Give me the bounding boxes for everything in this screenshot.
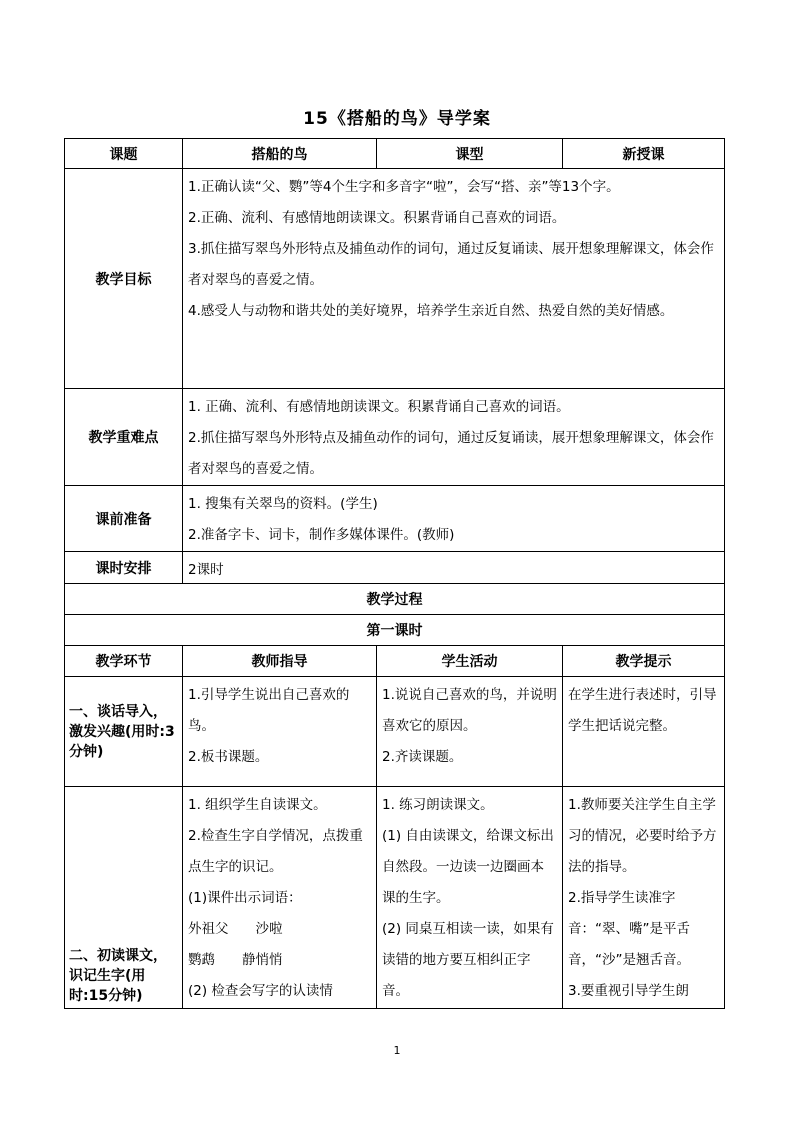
- teacher-item: 2.检查生字自学情况，点拨重点生字的识记。: [188, 828, 363, 875]
- teacher-item: 2.板书课题。: [188, 749, 269, 765]
- lesson-title: 第一课时: [65, 615, 725, 646]
- preparation-row: [65, 486, 725, 552]
- objectives-label: 教学目标: [65, 169, 183, 389]
- objectives-row: [65, 169, 725, 389]
- teacher-item: 1. 组织学生自读课文。: [188, 797, 327, 813]
- topic-label: 课题: [65, 139, 183, 169]
- process-title-row: [65, 584, 725, 615]
- type-value: 新授课: [563, 139, 725, 169]
- student-item: 1. 练习朗读课文。: [382, 797, 494, 813]
- schedule-value: 2课时: [183, 552, 725, 584]
- tip-item: 在学生进行表述时，引导学生把话说完整。: [568, 687, 717, 734]
- teacher-item: 鹦鹉 静悄悄: [188, 952, 283, 968]
- objective-item: 2.正确、流利、有感情地朗读课文。积累背诵自己喜欢的词语。: [188, 210, 566, 226]
- column-student: 学生活动: [377, 646, 563, 677]
- tip-item: 1.教师要关注学生自主学习的情况，必要时给予方法的指导。: [568, 797, 717, 875]
- column-teacher: 教师指导: [183, 646, 377, 677]
- header-row: [65, 139, 725, 169]
- tip-item: 3.要重视引导学生朗: [568, 983, 689, 999]
- key-point-item: 2.抓住描写翠鸟外形特点及捕鱼动作的词句，通过反复诵读，展开想象理解课文，体会作者对翠鸟的喜爱之情。: [188, 430, 714, 477]
- schedule-label: 课时安排: [65, 552, 183, 584]
- key-points-label: 教学重难点: [65, 389, 183, 486]
- objectives-content: [183, 169, 725, 389]
- key-point-item: 1. 正确、流利、有感情地朗读课文。积累背诵自己喜欢的词语。: [188, 399, 570, 415]
- preparation-content: [183, 486, 725, 552]
- teacher-item: (1)课件出示词语：: [188, 890, 302, 906]
- student-activity: [377, 787, 563, 1009]
- teacher-guidance: [183, 677, 377, 787]
- topic-value: 搭船的鸟: [183, 139, 377, 169]
- type-label: 课型: [377, 139, 563, 169]
- column-stage: 教学环节: [65, 646, 183, 677]
- lesson-title-row: [65, 615, 725, 646]
- stage-name: 二、初读课文，识记生字(用时:15分钟): [65, 787, 183, 1009]
- teaching-tips: [563, 677, 725, 787]
- teaching-tips: [563, 787, 725, 1009]
- teacher-item: 外祖父 沙啦: [188, 921, 283, 937]
- preparation-item: 1. 搜集有关翠鸟的资料。(学生): [188, 496, 378, 512]
- teacher-item: 1.引导学生说出自己喜欢的鸟。: [188, 687, 350, 734]
- student-item: 2.齐读课题。: [382, 749, 463, 765]
- teacher-item: (2) 检查会写字的认读情: [188, 983, 333, 999]
- preparation-item: 2.准备字卡、词卡，制作多媒体课件。(教师): [188, 527, 455, 543]
- stage-name: 一、谈话导入，激发兴趣(用时:3分钟): [65, 677, 183, 787]
- columns-header-row: [65, 646, 725, 677]
- student-item: (2) 同桌互相读一读，如果有读错的地方要互相纠正字音。: [382, 921, 554, 999]
- key-points-content: [183, 389, 725, 486]
- preparation-label: 课前准备: [65, 486, 183, 552]
- document-title: 15《搭船的鸟》导学案: [303, 109, 491, 129]
- student-item: 1.说说自己喜欢的鸟，并说明喜欢它的原因。: [382, 687, 557, 734]
- column-tips: 教学提示: [563, 646, 725, 677]
- student-item: (1) 自由读课文，给课文标出自然段。一边读一边圈画本课的生字。: [382, 828, 554, 906]
- stage-row: [65, 787, 725, 1009]
- lesson-plan-table: [64, 138, 725, 1009]
- key-points-row: [65, 389, 725, 486]
- schedule-row: [65, 552, 725, 584]
- objective-item: 1.正确认读“父、鹦”等4个生字和多音字“啦”，会写“搭、亲”等13个字。: [188, 179, 620, 195]
- process-title: 教学过程: [65, 584, 725, 615]
- teacher-guidance: [183, 787, 377, 1009]
- page-number: 1: [393, 1044, 401, 1057]
- student-activity: [377, 677, 563, 787]
- stage-row: [65, 677, 725, 787]
- tip-item: 2.指导学生读准字音：“翠、嘴”是平舌音，“沙”是翘舌音。: [568, 890, 690, 968]
- objective-item: 3.抓住描写翠鸟外形特点及捕鱼动作的词句，通过反复诵读、展开想象理解课文，体会作者对翠鸟的喜爱之情。: [188, 241, 714, 288]
- objective-item: 4.感受人与动物和谐共处的美好境界，培养学生亲近自然、热爱自然的美好情感。: [188, 303, 674, 319]
